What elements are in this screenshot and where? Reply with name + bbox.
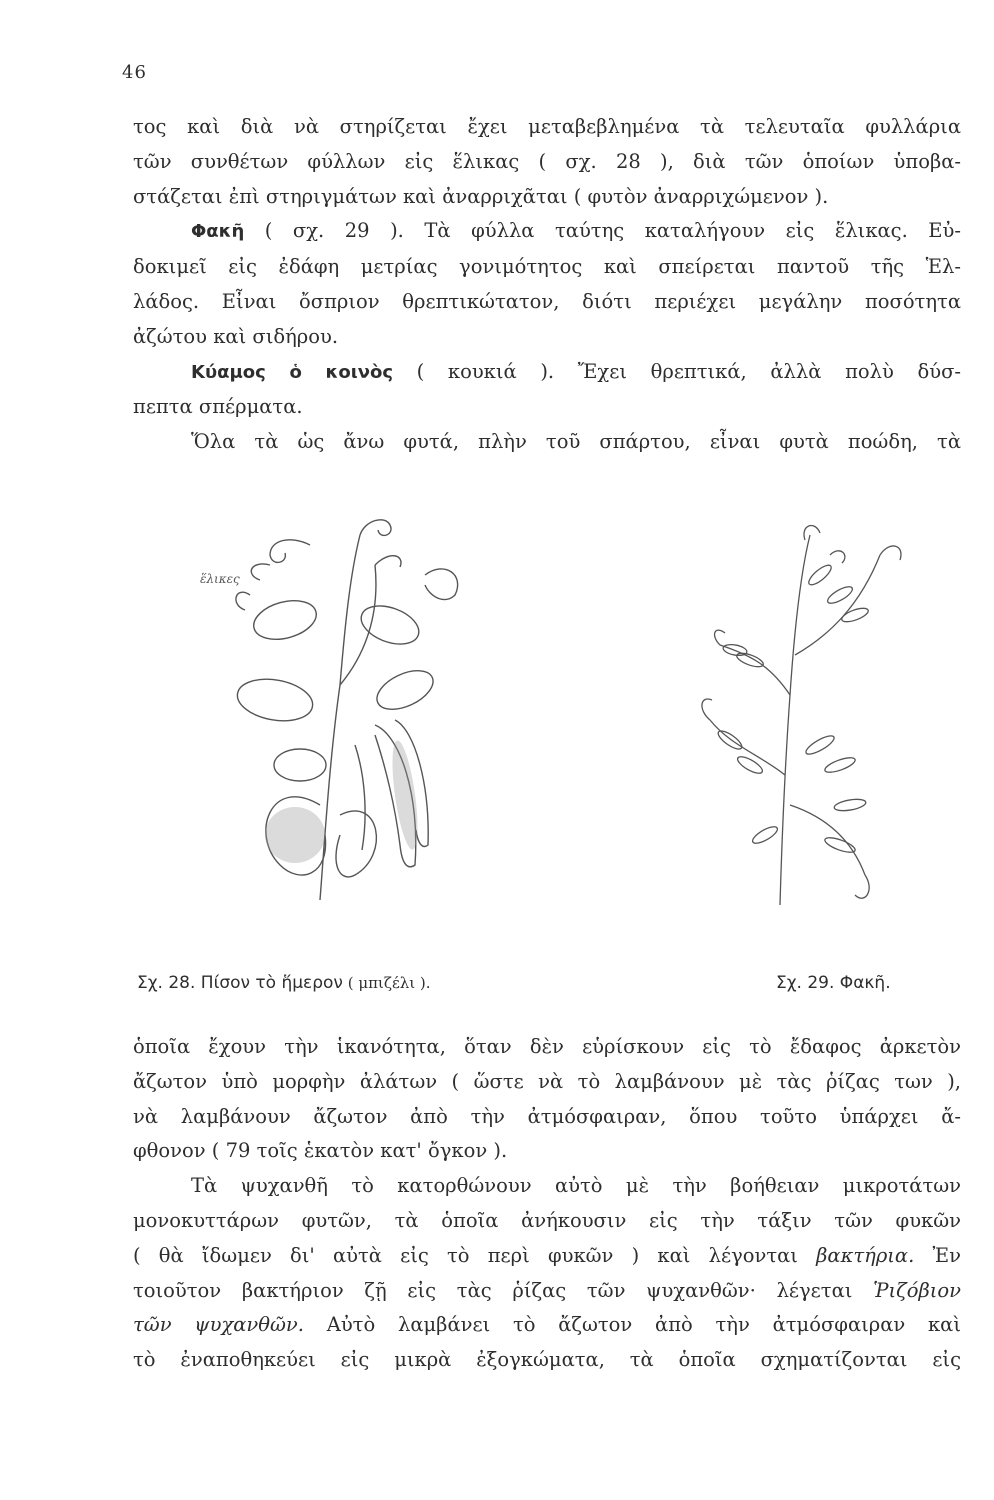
text-line: τὸ ἐναποθηκεύει εἰς μικρὰ ἐξογκώματα, τὰ ὁποῖα σχηματίζονται εἰς: [133, 1348, 961, 1372]
text-line: νὰ λαμβάνουν ἄζωτον ἀπὸ τὴν ἀτμόσφαιραν, ὅπου τοῦτο ὑπάρχει ἄ-: [133, 1104, 961, 1128]
figure-28-caption: [137, 973, 431, 993]
tendril-label: ἕλικες: [200, 572, 240, 586]
top-text-block: [133, 110, 961, 460]
text-line: πεπτα σπέρματα.: [133, 395, 303, 419]
text-line: [133, 1274, 961, 1309]
caption-bold: Σχ. 28. Πίσον τὸ ἥμερον: [137, 973, 343, 993]
text-span: Αὐτὸ λαμβάνει τὸ ἄζωτον ἀπὸ τὴν ἀτμόσφαιραν καὶ: [303, 1313, 961, 1337]
term-rizobion: Ῥιζόβιον: [873, 1278, 961, 1302]
caption-bold: Σχ. 29. Φακῆ.: [776, 973, 891, 993]
text-span: τοιοῦτον βακτήριον ζῇ εἰς τὰς ῥίζας τῶν ψυχανθῶν· λέγεται: [133, 1278, 874, 1302]
text-line: τος καὶ διὰ νὰ στηρίζεται ἔχει μεταβεβλημένα τὰ τελευταῖα φυλλάρια: [133, 115, 961, 138]
term-psychanthon: τῶν ψυχανθῶν.: [133, 1313, 304, 1337]
text-span: ( θὰ ἴδωμεν δι' αὐτὰ εἰς τὸ περὶ φυκῶν ) καὶ λέγονται: [133, 1243, 817, 1267]
figure-28-pea-illustration: [190, 505, 510, 905]
text-line: Τὰ ψυχανθῆ τὸ κατορθώνουν αὐτὸ μὲ τὴν βοήθειαν μικροτάτων: [191, 1174, 961, 1198]
text-line: λάδος. Εἶναι ὄσπριον θρεπτικώτατον, διότι περιέχει μεγάλην ποσότητα: [133, 289, 961, 313]
text-line: [133, 214, 961, 250]
text-line: [133, 355, 961, 391]
figure-29-caption: [776, 973, 891, 993]
text-span: Ἐν: [914, 1243, 961, 1267]
figure-29-lentil-illustration: [690, 515, 940, 915]
pea-plant-drawing: [190, 505, 510, 905]
text-line: ἄζωτον ὑπὸ μορφὴν ἀλάτων ( ὥστε νὰ τὸ λαμβάνουν μὲ τὰς ῥίζας των ),: [133, 1069, 961, 1093]
text-span: ( σχ. 29 ). Τὰ φύλλα ταύτης καταλήγουν εἰς ἕλικας. Εὐ-: [244, 219, 961, 243]
text-line: ὁποῖα ἔχουν τὴν ἱκανότητα, ὅταν δὲν εὑρίσκουν εἰς τὸ ἔδαφος ἀρκετὸν: [133, 1035, 961, 1058]
text-line: φθονον ( 79 τοῖς ἑκατὸν κατ' ὄγκον ).: [133, 1139, 508, 1163]
caption-normal: ( μπιζέλι ).: [342, 974, 431, 992]
lentil-plant-drawing: [690, 515, 940, 915]
text-line: Ὅλα τὰ ὡς ἄνω φυτά, πλὴν τοῦ σπάρτου, εἶναι φυτὰ ποώδη, τὰ: [191, 430, 961, 454]
text-line: τῶν συνθέτων φύλλων εἰς ἕλικας ( σχ. 28 ), διὰ τῶν ὁποίων ὑποβα-: [133, 149, 961, 173]
text-line: μονοκυττάρων φυτῶν, τὰ ὁποῖα ἀνήκουσιν εἰς τὴν τάξιν τῶν φυκῶν: [133, 1208, 961, 1232]
text-line: [133, 1308, 961, 1343]
page-number: 46: [122, 62, 147, 83]
term-bakteria: βακτήρια.: [816, 1243, 915, 1267]
bottom-text-block: [133, 1030, 961, 1378]
term-fakh: Φακῆ: [191, 221, 245, 243]
text-line: στάζεται ἐπὶ στηριγμάτων καὶ ἀναρριχᾶται ( φυτὸν ἀναρριχώμενον ).: [133, 184, 829, 208]
text-line: δοκιμεῖ εἰς ἐδάφη μετρίας γονιμότητος καὶ σπείρεται παντοῦ τῆς Ἑλ-: [133, 255, 961, 279]
term-kyamos: Κύαμος ὁ κοινὸς: [191, 361, 393, 383]
text-span: ( κουκιά ). Ἔχει θρεπτικά, ἀλλὰ πολὺ δύσ-: [393, 359, 961, 383]
text-line: [133, 1239, 961, 1274]
text-line: ἀζώτου καὶ σιδήρου.: [133, 324, 339, 348]
